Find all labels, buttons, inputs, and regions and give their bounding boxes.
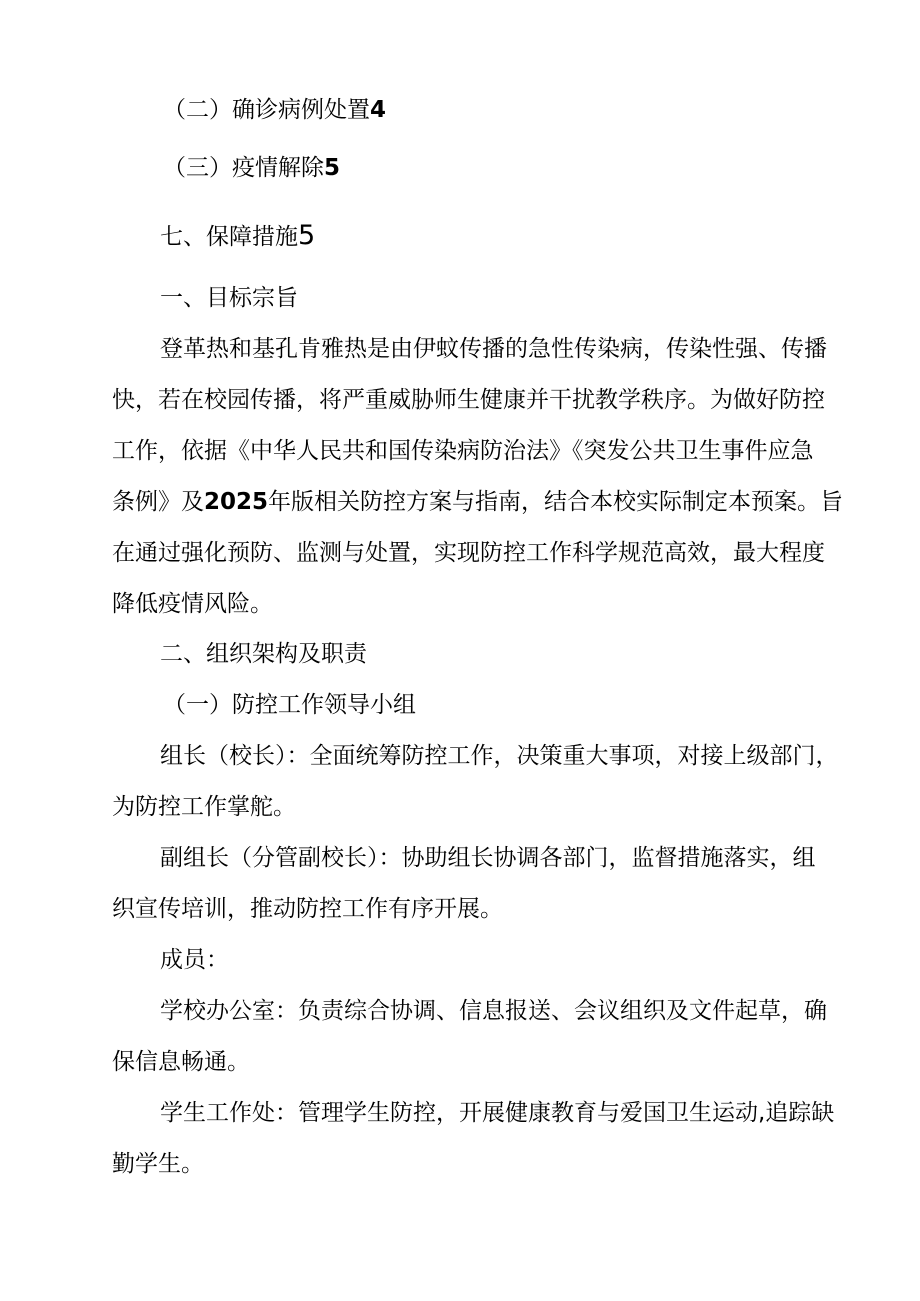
toc-entry-confirmed-case-handling xyxy=(163,95,386,125)
toc-entry-epidemic-lifted xyxy=(163,153,340,183)
toc-entry-page-number: 5 xyxy=(324,155,341,181)
section-heading-objectives: 一、目标宗旨 xyxy=(160,285,298,311)
paragraph-line: 副组长（分管副校长）：协助组长协调各部门，监督措施落实，组 xyxy=(160,845,816,871)
paragraph-line: 工作，依据《中华人民共和国传染病防治法》《突发公共卫生事件应急 xyxy=(112,438,814,464)
toc-entry-text: （三）疫情解除 xyxy=(163,155,324,181)
paragraph-line: 织宣传培训，推动防控工作有序开展。 xyxy=(112,896,503,922)
section-heading-organization: 二、组织架构及职责 xyxy=(160,641,367,667)
toc-entry-page-number: 4 xyxy=(370,97,387,123)
paragraph-line xyxy=(112,487,843,517)
subsection-heading-leading-group: （一）防控工作领导小组 xyxy=(163,692,416,718)
paragraph-line: 保信息畅通。 xyxy=(112,1049,250,1075)
paragraph-line: 组长（校长）：全面统筹防控工作，决策重大事项，对接上级部门， xyxy=(160,743,839,769)
toc-entry-page-number: 5 xyxy=(298,220,316,251)
paragraph-line: 学校办公室：负责综合协调、信息报送、会议组织及文件起草，确 xyxy=(160,998,827,1024)
members-label: 成员： xyxy=(160,947,229,973)
paragraph-text: 条例》及 xyxy=(112,489,204,515)
paragraph-line: 勤学生。 xyxy=(112,1151,204,1177)
paragraph-line: 在通过强化预防、监测与处置，实现防控工作科学规范高效，最大程度 xyxy=(112,540,825,566)
year-number: 2025 xyxy=(204,489,269,515)
paragraph-line: 快，若在校园传播，将严重威胁师生健康并干扰教学秩序。为做好防控 xyxy=(112,387,825,413)
paragraph-line: 登革热和基孔肯雅热是由伊蚊传播的急性传染病，传染性强、传播 xyxy=(160,336,827,362)
paragraph-text: 年版相关防控方案与指南，结合本校实际制定本预案。旨 xyxy=(268,489,844,515)
toc-entry-safeguard-measures xyxy=(160,221,315,252)
toc-entry-text: 七、保障措施 xyxy=(160,224,298,250)
paragraph-line: 降低疫情风险。 xyxy=(112,591,273,617)
paragraph-line: 为防控工作掌舵。 xyxy=(112,794,296,820)
paragraph-line: 学生工作处：管理学生防控，开展健康教育与爱国卫生运动,追踪缺 xyxy=(160,1100,835,1126)
toc-entry-text: （二）确诊病例处置 xyxy=(163,97,370,123)
